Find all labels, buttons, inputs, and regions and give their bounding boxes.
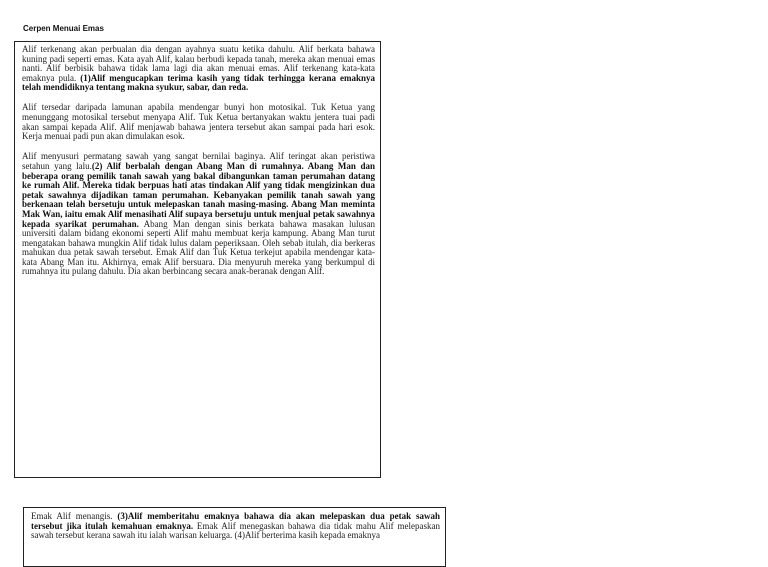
paragraph-3-text-a: Alif menyusuri permatang sawah yang sangat bernilai baginya. Alif teringat akan peristiwa setahun yang lalu. [22, 151, 375, 171]
story-text-box [14, 41, 381, 478]
paragraph-2-text: Alif tersedar daripada lamunan apabila mendengar bunyi hon motosikal. Tuk Ketua yang menunggang motosikal tersebut menyapa Alif. Tuk Ketua bertanyakan waktu jentera tuai padi akan sampai kepada Alif. Alif menjawab bahawa jentera tersebut akan sampai pada hari esok. Kerja menuai padi pun akan dimulakan esok. [22, 102, 375, 142]
story-text-box-2 [23, 507, 446, 567]
paragraph-1-bold: (1)Alif mengucapkan terima kasih yang tidak terhingga kerana emaknya telah mendidiknya tentang makna syukur, sabar, dan reda. [22, 72, 375, 93]
paragraph-1-text: Alif terkenang akan perbualan dia dengan ayahnya suatu ketika dahulu. Alif berkata bahawa kuning padi seperti emas. Kata ayah Alif, kalau berbudi kepada tanah, mereka akan menuai emas nanti. Alif berbisik bahawa tidak lama lagi dia akan menuai emas. Alif terkenang kata-kata emaknya pula. [22, 44, 375, 83]
paragraph-2 [22, 103, 375, 141]
paragraph-3-bold: (2) Alif berbalah dengan Abang Man di rumahnya. Abang Man dan beberapa orang pemilik tanah sawah yang bakal dibangunkan taman perumahan datang ke rumah Alif. Mereka tidak berpuas hati atas tindakan Alif yang tidak mengizinkan dua petak sawahnya dijadikan taman perumahan. Kebanyakan pemilik tanah sawah yang berkenaan telah bersetuju untuk melepaskan tanah masing-masing. Abang Man meminta Mak Wan, iaitu emak Alif menasihati Alif supaya bersetuju untuk menjual petak sawahnya kepada syarikat perumahan. [22, 160, 375, 229]
paragraph-4-text-a: Emak Alif menangis. [31, 511, 118, 521]
paragraph-3-text-b: Abang Man dengan sinis berkata bahawa masakan lulusan universiti dalam bidang ekonomi seperti Alif mahu membuat kerja kampung. Abang Man turut mengatakan bahawa mungkin Alif tidak lulus dalam peperiksaan. Oleh sebab itulah, dia berkeras mahukan dua petak sawah tersebut. Emak Alif dan Tuk Ketua terkejut apabila mendengar kata-kata Abang Man itu. Akhirnya, emak Alif bersuara. Dia menyuruh mereka yang berkumpul di rumahnya itu pulang dahulu. Dia akan berbincang secara anak-beranak dengan Alif. [22, 218, 375, 277]
paragraph-4 [31, 512, 440, 541]
paragraph-3 [22, 152, 375, 277]
document-title: Cerpen Menuai Emas [23, 24, 104, 33]
paragraph-1 [22, 45, 375, 93]
paragraph-4-text-b: Emak Alif menegaskan bahawa dia tidak mahu Alif melepaskan sawah tersebut kerana sawah itu ialah warisan keluarga. (4)Alif berterima kasih kepada emaknya [31, 520, 440, 541]
paragraph-4-bold: (3)Alif memberitahu emaknya bahawa dia akan melepaskan dua petak sawah tersebut jika itulah kemahuan emaknya. [31, 511, 440, 531]
